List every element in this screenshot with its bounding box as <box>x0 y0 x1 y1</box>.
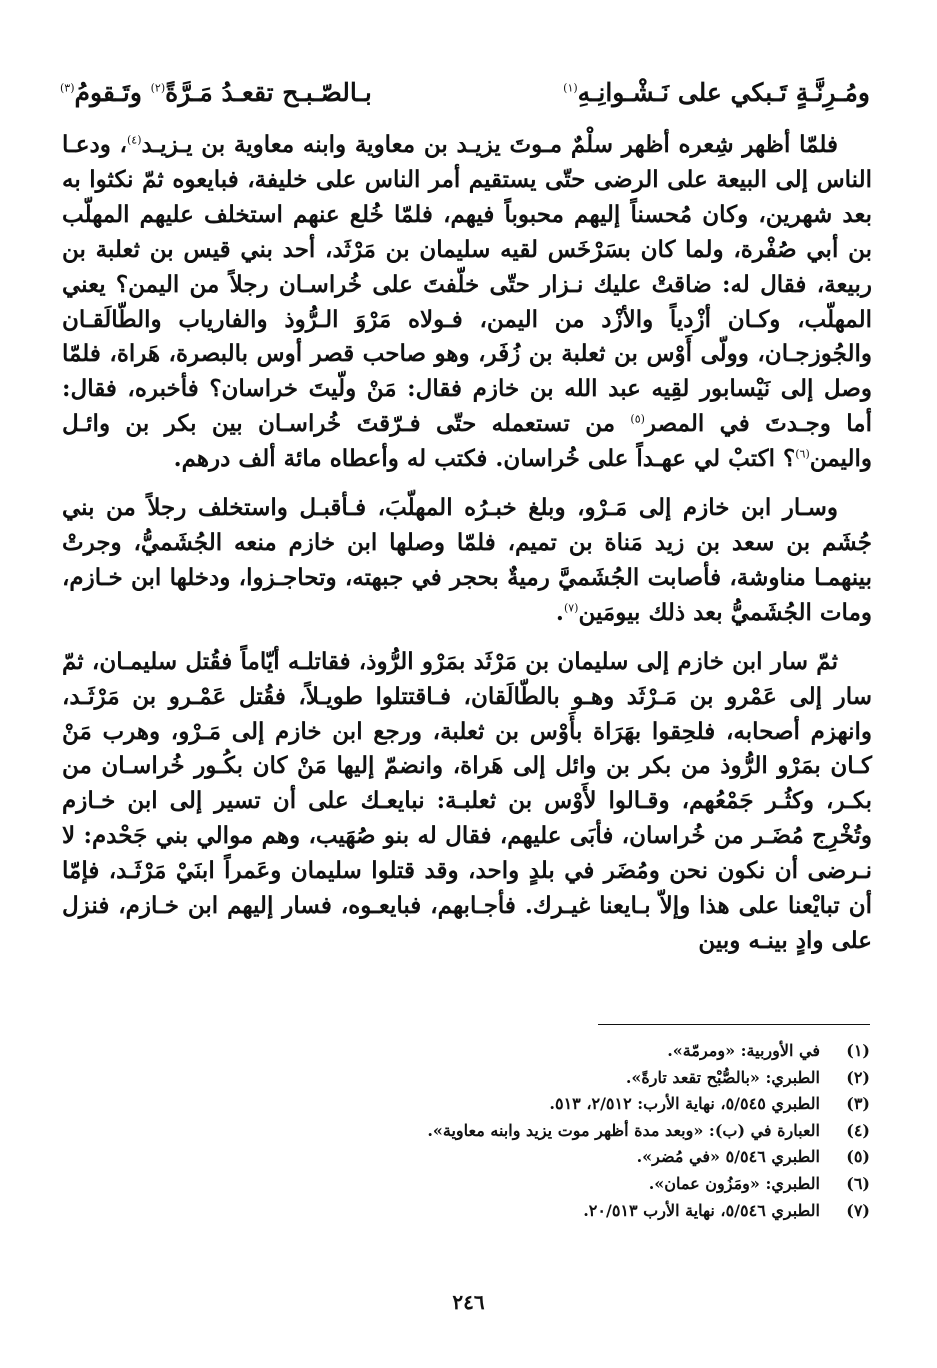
footnote-marker: (٥) <box>630 412 645 426</box>
paragraph <box>62 645 872 959</box>
text-run: من تستعمله حتّى فـرّقتَ خُراسـان بين بكر بن وائـل واليمن <box>62 410 872 473</box>
footnote-text: الطبري ٥/٥٤٦، نهاية الأرب ٢٠/٥١٣. <box>583 1200 820 1220</box>
footnote <box>62 1038 870 1065</box>
footnote-number: (٥) <box>846 1147 870 1167</box>
footnote-number: (٢) <box>846 1067 870 1087</box>
verse-first-hemistich-text: ومُـرِنَّـةٍ تَـبكي على نَـشْـوانِـهِ <box>577 78 870 107</box>
footnote <box>62 1198 870 1225</box>
footnote <box>62 1118 870 1145</box>
footnote-text: الطبري: «ومَزُون عمان». <box>648 1173 820 1193</box>
footnote-number: (٣) <box>846 1094 870 1114</box>
text-run: ثمّ سار ابن خازم إلى سليمان بن مَرْثَد بمَرْو الرُّوذ، فقاتلـه أيّاماً فقُتل سليمـان، ثمّ سار إلى عَمْرو بن مَـرْثَد وهـو بالطّالَقان، فـاقتتلوا طويـلاً، فقُتل عَمْـرو بن مَرْثَـد، وانهزم أصحابه، فلحِقوا بهَرَاة بأَوْس بن ثعلبة، ورجع ابن خازم إلى مَـرْو، وهرب مَنْ كـان بمَرْو الرُّوذ من بكر بن وائل إلى هَراة، وانضمّ إليها مَنْ كان بكُـور خُراسـان من بكـر، وكثُـر جَمْعُهم، وقـالوا لأَوْس بن ثعلبـة: نبايعـك على أن تسير إلى ابن خـازم وتُخْرِج مُضَـر من خُراسان، فأبَى عليهم، فقال له بنو صُهَيب، وهم موالي بني جَحْدم: لا نـرضى أن نكون نحن ومُضَر في بلدٍ واحد، وقد قتلوا سليمان وعَمراً ابنَيْ مَرْثَـد، فإمّا أن تبايْعنا على هذا وإلاّ بـايعنا غيـرك. فأجـابهم، فبايعـوه، فسار إليهم ابن خـازم، فنزل على وادٍ بينـه وبين <box>62 647 872 954</box>
paragraph <box>62 128 872 477</box>
footnote-number: (٧) <box>846 1200 870 1220</box>
text-run: . <box>555 598 564 626</box>
verse-first-hemistich <box>563 78 870 107</box>
footnote-marker: (٣) <box>60 81 75 95</box>
poetry-verse <box>60 78 870 118</box>
text-run: فلمّا أظهر شِعره أظهر سلْمٌ مـوتَ يزيـد بن معاوية وابنه معاوية بن يـزيـد <box>141 131 839 158</box>
text-run: وسـار ابن خازم إلى مَـرْو، وبلغ خبـرُه المهلّبَ، فـأقبـل واستخلف رجلاً من بني جُشَم بن سعد بن زيد مَناة بن تميم، فلمّا وصلها ابن خازم منعه الجُشَميُّ، وجرتْ بينهمـا مناوشة، فأصابت الجُشَميَّ رميةٌ بحجر في جبهته، وتحاجـزوا، ودخلها ابن خـازم، ومات الجُشَميُّ بعد ذلك بيومَين <box>62 494 872 626</box>
verse-second-hemistich-text: بـالصّـبـح تقعـدُ مَـرَّةً <box>165 78 372 107</box>
footnote-text: الطبري ٥/٥٤٥، نهاية الأرب: ٢/٥١٢، ٥١٣. <box>549 1094 820 1114</box>
footnote-text: العبارة في (ب): «وبعد مدة أظهر موت يزيد وابنه معاوية». <box>427 1120 820 1140</box>
page-number: ٢٤٦ <box>452 1290 485 1314</box>
footnote-number: (٦) <box>846 1173 870 1193</box>
footnote-text: الطبري ٥/٥٤٦ «في مُضر». <box>636 1147 820 1167</box>
footnote-separator <box>598 1024 870 1025</box>
footnote-marker: (٦) <box>795 447 810 461</box>
footnote <box>62 1171 870 1198</box>
footnote-marker: (٤) <box>126 133 142 147</box>
footnotes-list <box>62 1038 870 1224</box>
footnote-marker: (٢) <box>150 81 166 95</box>
footnote-number: (١) <box>846 1041 870 1060</box>
footnote <box>62 1091 870 1118</box>
footnote <box>62 1065 870 1092</box>
footnote <box>62 1144 870 1171</box>
footnote-marker: (١) <box>563 81 578 95</box>
verse-second-hemistich-end: وتَـقومُ <box>74 78 151 107</box>
main-text <box>62 128 872 959</box>
text-run: ، ودعـا الناس إلى البيعة على الرضى حتّى يستقيم أمر الناس على خليفة، فبايعوه ثمّ نكثوا به بعد شهرين، وكان مُحسناً إليهم محبوباً فيهم، فلمّا خُلع عنهم استخلف عليهم المهلّب بن أبي صُفْرة، ولما كان بسَرْخَس لقيه سليمان بن مَرْثَد، أحد بني قيس بن ثعلبة بن ربيعة، فقال له: ضاقتْ عليك نـزار حتّى خلّفتَ على خُراسـان رجلاً من اليمن؟ يعني المهلّب، وكـان أزْدياً والأزْد من اليمن، فـولاه مَرْوَ الـرُّوذ والفارياب والطّالَقـان والجُوزجـان، وولّى أَوْس بن ثعلبة بن زُفَر، وهو صاحب قصر أوس بالبصرة، هَراة، فلمّا وصل إلى نَيْسابور لقِيه عبد الله بن خازم فقال: مَنْ ولّيتَ خراسان؟ فأخبره، فقال: أما وجـدتَ في المصر <box>62 131 872 438</box>
footnote-text: الطبري: «بالصُّبْح تقعد تارةً». <box>625 1067 820 1087</box>
footnote-marker: (٧) <box>563 601 579 615</box>
text-run: ؟ اكتبْ لي عهـداً على خُراسان. فكتب له وأعطاه مائة ألف درهم. <box>173 445 796 473</box>
paragraph <box>62 491 872 631</box>
footnote-text: في الأوربية: «ومرمّة». <box>667 1041 820 1060</box>
footnote-number: (٤) <box>846 1120 870 1140</box>
verse-second-hemistich <box>60 78 372 107</box>
